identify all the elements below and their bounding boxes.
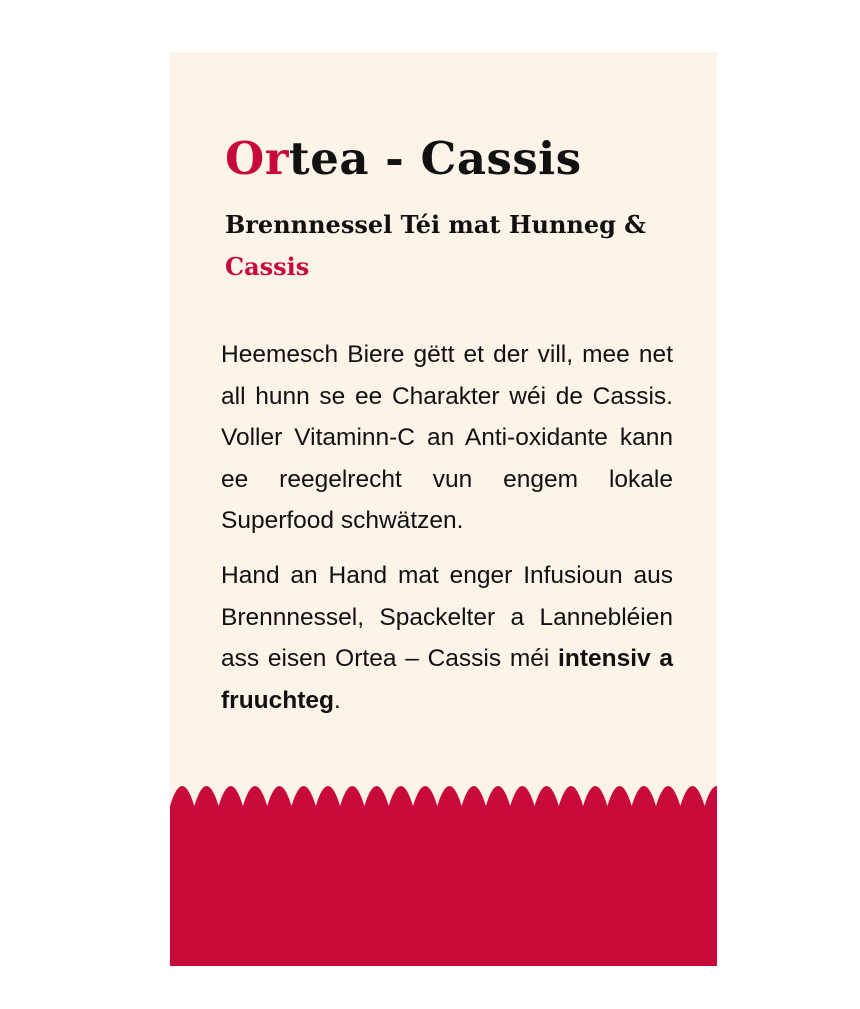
paragraph-2-bold: intensiv a fruuchteg — [221, 645, 673, 714]
product-subtitle — [225, 204, 673, 288]
paragraph-2-end: . — [333, 686, 341, 714]
paragraph-2-text: Hand an Hand mat enger Infusioun aus Brennnessel, Spackelter a Lannebléien ass eisen Ortea – Cassis méi — [221, 562, 673, 672]
subtitle-line: Brennnessel Téi mat Hunneg & — [225, 210, 646, 239]
subtitle-accent: Cassis — [225, 252, 310, 281]
title-rest: tea - Cassis — [288, 132, 582, 185]
description-paragraph-2 — [221, 555, 673, 721]
red-zigzag-band — [170, 780, 717, 966]
product-title — [225, 132, 582, 186]
title-accent: Or — [225, 132, 289, 185]
description-paragraph-1: Heemesch Biere gëtt et der vill, mee net all hunn se ee Charakter wéi de Cassis. Voller Vitaminn-C an Anti-oxidante kann ee reegelrecht vun engem lokale Superfood schwätzen. — [221, 341, 673, 534]
product-card — [170, 52, 717, 966]
